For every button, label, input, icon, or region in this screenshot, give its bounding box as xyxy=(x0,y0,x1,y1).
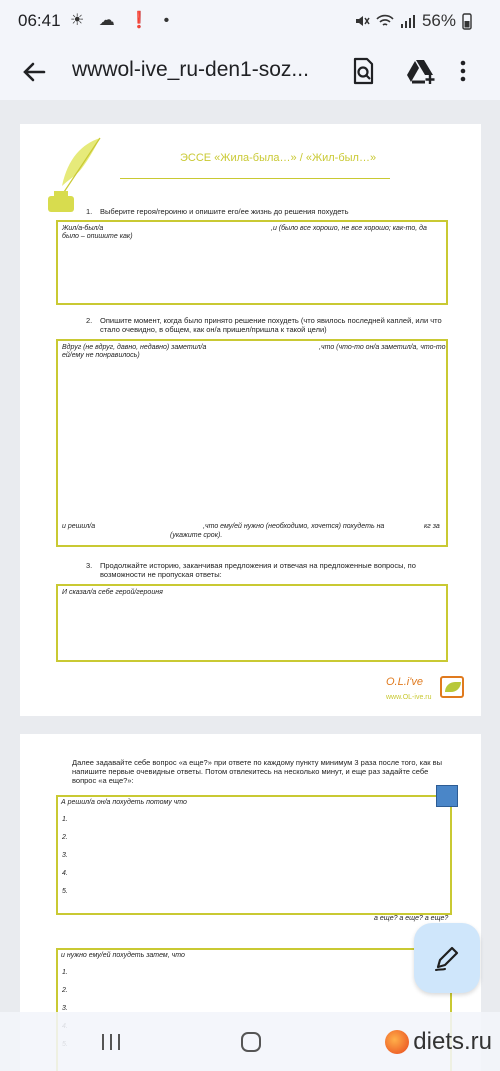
essay-title: ЭССЕ «Жила-была…» / «Жил-был…» xyxy=(180,152,377,164)
recent-apps-icon[interactable] xyxy=(100,1032,122,1052)
notification-icons: ☀ ☁ ❗ • xyxy=(70,12,175,29)
status-time: 06:41 xyxy=(18,11,61,30)
signal-icon xyxy=(400,13,416,29)
more-options-icon[interactable] xyxy=(458,56,468,86)
answer-box-5[interactable]: и нужно ему/ей похудеть затем, что 1. 2. 3. xyxy=(56,948,452,1071)
edit-fab[interactable] xyxy=(414,923,480,993)
search-document-icon[interactable] xyxy=(348,56,378,86)
back-arrow-icon[interactable] xyxy=(18,56,50,88)
battery-level: 56% xyxy=(421,11,456,30)
more-prompt: а еще? а еще? а еще? xyxy=(374,915,449,922)
battery-icon xyxy=(462,12,472,30)
status-right xyxy=(354,11,472,31)
status-bar xyxy=(0,0,500,44)
diets-watermark: diets.ru xyxy=(385,1028,492,1056)
home-icon[interactable] xyxy=(240,1032,262,1052)
pen-edit-icon xyxy=(433,944,461,972)
quill-inkwell-icon xyxy=(42,136,106,216)
question-3: 3. Продолжайте историю, заканчивая предложения и отвечая на предложенные вопросы, по возможности не пропуская ответы: xyxy=(86,561,416,579)
drive-add-icon[interactable] xyxy=(406,56,436,86)
intro-text: Далее задавайте себе вопрос «а еще?» при ответе по каждому пункту минимум 3 раза после того, как вы напишите первые очевидные ответы. Потом отвлекитесь на несколько минут, и еще раз задайте себе вопрос «а еще?»: xyxy=(72,758,443,785)
wifi-icon xyxy=(376,13,394,29)
answer-box-1[interactable]: Жил/а-был/а ,и (было все хорошо, не все хорошо; как-то, да было – опишите как) xyxy=(56,220,448,305)
question-1: 1. Выберите героя/героиню и опишите его/ее жизнь до решения похудеть xyxy=(86,207,349,216)
app-bar xyxy=(0,44,500,100)
apple-logo-icon xyxy=(385,1030,409,1054)
mute-icon xyxy=(354,13,370,29)
comment-marker[interactable] xyxy=(436,785,458,807)
answer-box-4[interactable]: А решил/а он/а похудеть потому что 1. 2. 3. 4. 5. xyxy=(56,795,452,915)
answer-box-3[interactable]: И сказал/а себе герой/героиня xyxy=(56,584,448,662)
olive-leaf-icon xyxy=(440,676,464,698)
title-divider xyxy=(120,178,390,179)
document-title: wwwol-ive_ru-den1-soz... xyxy=(72,58,309,81)
question-2: 2. Опишите момент, когда было принято решение похудеть (что явилось последней каплей, или что стало очевидно, в общем, как он/а пришел/пришла к такой цели) xyxy=(86,316,442,334)
document-page-1 xyxy=(20,124,481,716)
answer-box-2[interactable]: Вдруг (не вдруг, давно, недавно) заметил/а ,что (что-то он/а заметил/а, что-то ей/ему не понравилось) и решил/а ,что ему/ей нужно (необходимо, хочется) похудеть на кг за (укажите срок). xyxy=(56,339,448,547)
olive-logo-url: www.OL-ive.ru xyxy=(386,694,432,701)
olive-logo-text: O.L.i've xyxy=(386,676,423,688)
